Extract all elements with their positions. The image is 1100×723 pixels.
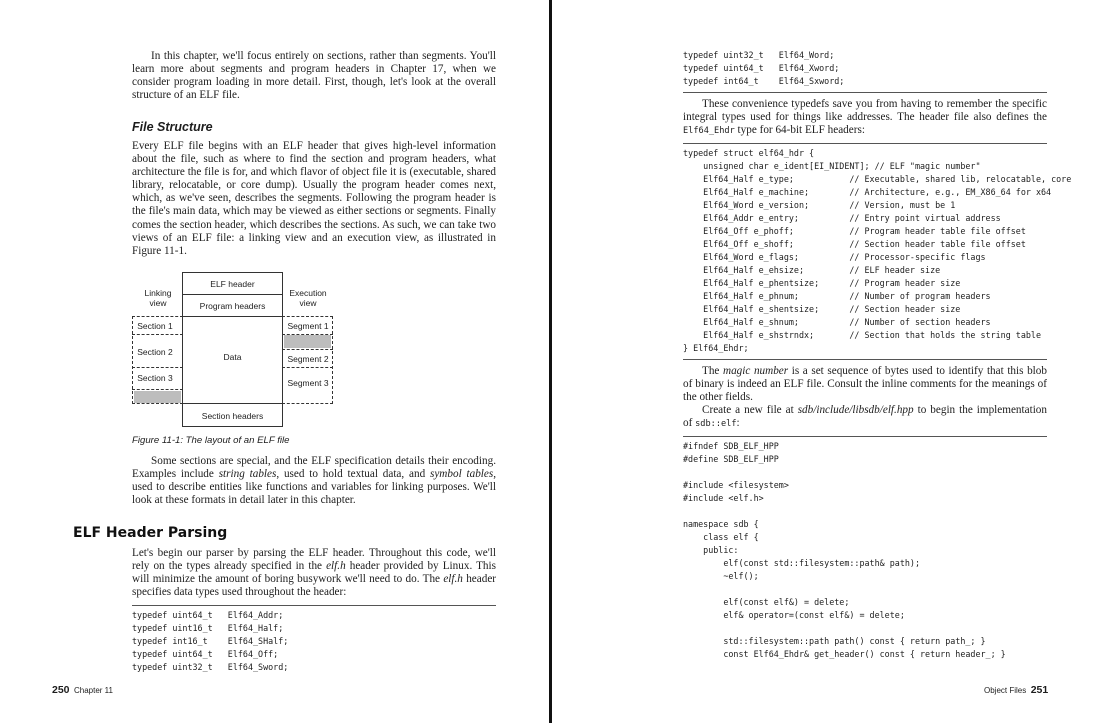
section-3-label: Section 3 (137, 373, 173, 383)
section-2-label: Section 2 (137, 347, 173, 357)
file-path-term: sdb/include/libsdb/elf.hpp (797, 404, 914, 416)
special-text-3: , used to describe entities like functions and variables for linking purposes. We'll look at these formats in detail later in this chapter. (132, 468, 497, 507)
elf-hpp-code-block: #ifndef SDB_ELF_HPP #define SDB_ELF_HPP #include <filesystem> #include <elf.h> namespace sdb { class elf { public: elf(const std::filesystem::path& path); ~elf(); elf(const elf&) = delete; elf& operator=(const elf&) = delete; std::filesystem::path path() const { return path_; } const Elf64_Ehdr& get_header() const { return header_; } (683, 441, 1006, 659)
code-rule-bottom-1 (683, 92, 1047, 93)
sdb-elf-inline: sdb::elf (695, 419, 737, 430)
magic-text-1: The (702, 365, 723, 377)
intro-text: In this chapter, we'll focus entirely on sections, rather than segments. You'll learn more about segments and program headers in Chapter 17, when we consider program loading in more detail. First, though, let's look at the overall structure of an ELF file. (132, 50, 496, 102)
section-headers-box (182, 403, 283, 427)
execution-gray-region (284, 335, 331, 348)
parsing-text-1: Let's begin our parser by parsing the ELF header. Throughout this code, we'll rely on the types already specified in the (132, 547, 496, 573)
figure-caption: Figure 11-1: The layout of an ELF file (132, 435, 290, 446)
file-structure-paragraph: Every ELF file begins with an ELF header that gives high-level information about the file, such as where to find the section and program headers, what architecture the file is for, and which flavor of object file it is (executable, shared library, relocatable, or core dump). Usually the program header comes next, which, as we've seen, describes the segments. Following the program header is the file's main data, which may be viewed as either sections or segments. Finally comes the section header, which describes the sections. As such, we can take two views of an ELF file: a linking view and an execution view, as illustrated in Figure 11-1. (132, 140, 496, 257)
create-text-1: Create a new file at (702, 404, 798, 416)
special-sections-paragraph (132, 455, 496, 507)
segment-1-label: Segment 1 (287, 321, 329, 331)
program-headers-box (182, 294, 283, 317)
linking-gray-region (134, 391, 181, 403)
chapter-label: Chapter 11 (73, 686, 113, 695)
create-text-2: to begin the implementation of (683, 404, 1047, 430)
parsing-text-2: header provided by Linux. This will minimize the amount of boring busywork we'll need to do. The (132, 560, 496, 586)
code-rule-top (132, 605, 496, 606)
chapter-title-label: Object Files (984, 686, 1027, 695)
execution-view-label: Execution view (289, 288, 327, 308)
elf64-hdr-struct-code: typedef struct elf64_hdr { unsigned char e_ident[EI_NIDENT]; // ELF "magic number" Elf64_Half e_type; // Executable, shared lib, relocatable, core Elf64_Half e_machine; // Architecture, e.g., EM_X86_64 for x64 Elf64_Word e_version; // Version, must be 1 Elf64_Addr e_entry; // Entry point virtual address Elf64_Off e_phoff; // Program header table file offset Elf64_Off e_shoff; // Section header table file offset Elf64_Word e_flags; // Processor-specific flags Elf64_Half e_ehsize; // ELF header size Elf64_Half e_phentsize; // Program header size Elf64_Half e_phnum; // Number of program headers Elf64_Half e_shentsize; // Section header size Elf64_Half e_shnum; // Number of section headers Elf64_Half e_shstrndx; // Section that holds the string table } Elf64_Ehdr; (683, 148, 1072, 353)
left-page (0, 0, 549, 723)
parsing-text-3: header specifies data types used throughout the header: (132, 573, 497, 599)
page-number: 251 (1030, 684, 1049, 696)
linking-view-label: Linking view (144, 288, 172, 308)
section-1-label: Section 1 (137, 321, 173, 331)
elf64-ehdr-inline: Elf64_Ehdr (683, 126, 735, 137)
elf-header-box (182, 272, 283, 295)
data-box (182, 316, 283, 404)
special-text-2: , used to hold textual data, and (276, 468, 430, 481)
program-headers-label: Program headers (199, 301, 266, 311)
elf-header-label: ELF header (210, 279, 255, 289)
symbol-tables-term: symbol tables (429, 468, 494, 481)
page-number: 250 (52, 684, 70, 696)
create-text-3: : (736, 417, 740, 430)
right-folio (984, 684, 1048, 696)
convenience-text-2: type for 64-bit ELF headers: (734, 124, 865, 137)
right-page (552, 0, 1100, 723)
convenience-text-1: These convenience typedefs save you from having to remember the specific integral types used for things like addresses. The header file also defines the (683, 98, 1047, 124)
section-headers-label: Section headers (201, 411, 264, 421)
special-text-1: Some sections are special, and the ELF specification details their encoding. Examples include (132, 455, 496, 481)
typedef-code-block: typedef uint64_t Elf64_Addr; typedef uint16_t Elf64_Half; typedef int16_t Elf64_SHalf; typedef uint64_t Elf64_Off; typedef uint32_t Elf64_Sword; (132, 610, 289, 672)
convenience-paragraph (683, 98, 1047, 138)
code-rule-top-2 (683, 143, 1047, 144)
heading-file-structure: File Structure (132, 120, 213, 134)
code-rule-top-3 (683, 436, 1047, 437)
segment-2-label: Segment 2 (287, 354, 329, 364)
code-rule-bottom-2 (683, 359, 1047, 360)
create-file-paragraph (683, 404, 1047, 431)
elf-h-term-1: elf.h (326, 560, 346, 573)
elf-h-term-2: elf.h (443, 573, 463, 586)
left-folio (52, 684, 113, 696)
magic-number-paragraph (683, 365, 1047, 404)
magic-text-2: is a set sequence of bytes used to identify that this blob of binary is indeed an ELF file. Consult the inline comments for the meanings of the other fields. (683, 365, 1047, 404)
magic-number-term: magic number (723, 365, 789, 377)
data-label: Data (223, 352, 242, 362)
typedef-continued-code-block: typedef uint32_t Elf64_Word; typedef uint64_t Elf64_Xword; typedef int64_t Elf64_Sxword; (683, 50, 845, 86)
parsing-paragraph (132, 547, 496, 599)
string-tables-term: string tables (218, 468, 277, 481)
heading-elf-header-parsing: ELF Header Parsing (73, 525, 228, 541)
segment-3-label: Segment 3 (287, 378, 329, 388)
